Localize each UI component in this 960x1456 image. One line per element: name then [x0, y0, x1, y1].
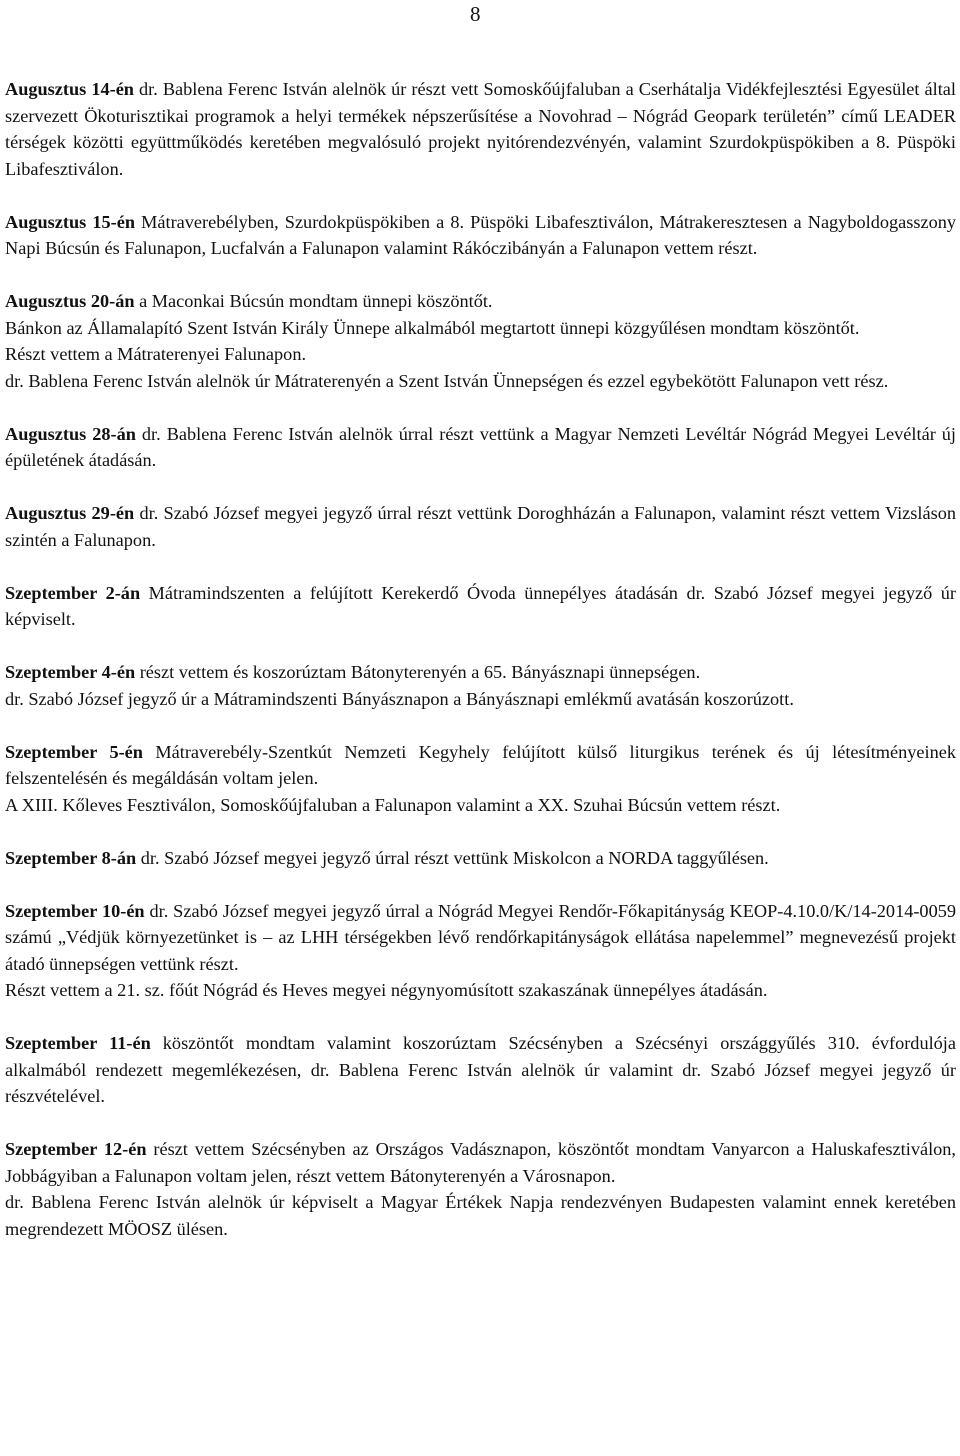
entry-text: Mátramindszenten a felújított Kerekerdő Óvoda ünnepélyes átadásán dr. Szabó József megyei jegyző úr képviselt. — [5, 582, 956, 629]
entry-date: Szeptember 4-én — [5, 662, 136, 682]
entry-line — [5, 1136, 956, 1189]
entry-text: dr. Bablena Ferenc István alelnök úr részt vett Somoskőújfaluban a Cserhátalja Vidékfejlesztési Egyesület által szervezett Ökoturisztikai programok a helyi termékek népszerűsítése a Novohrad – Nógrád Geopark területén” című LEADER térségek közötti együttműködés keretében megvalósuló projekt nyitórendezvényén, valamint Szurdokpüspökiben a 8. Püspöki Libafesztiválon. — [5, 79, 956, 179]
entry-text: dr. Bablena Ferenc István alelnök úr Mátraterenyén a Szent István Ünnepségen és ezzel egybekötött Falunapon vett rész. — [5, 370, 889, 391]
entry-text: Mátraverebély-Szentkút Nemzeti Kegyhely felújított külső liturgikus terének és új létesítményeinek felszentelésén és megáldásán voltam jelen. — [5, 741, 956, 788]
entry-date: Szeptember 8-án — [5, 847, 137, 868]
entry-line — [5, 580, 956, 633]
entry-line — [5, 76, 956, 182]
entry-text: dr. Bablena Ferenc István alelnök úr képviselt a Magyar Értékek Napja rendezvényen Budapesten valamint ennek keretében megrendezett MÖOSZ ülésen. — [5, 1192, 956, 1239]
entry-date: Augusztus 14-én — [5, 79, 134, 99]
report-entry — [5, 421, 956, 474]
entry-line — [5, 315, 956, 342]
entry-text: dr. Bablena Ferenc István alelnök úrral részt vettünk a Magyar Nemzeti Levéltár Nógrád Megyei Levéltár új épületének átadásán. — [5, 423, 956, 470]
entry-date: Szeptember 10-én — [5, 900, 145, 921]
entry-line — [5, 1030, 956, 1110]
entry-line — [5, 898, 956, 978]
entry-line — [5, 659, 956, 686]
entry-text: részt vettem Szécsényben az Országos Vadásznapon, köszöntőt mondtam Vanyarcon a Haluskafesztiválon, Jobbágyiban a Falunapon voltam jelen, részt vettem Bátonyterenyén a Városnapon. — [5, 1139, 957, 1186]
entry-text: Mátraverebélyben, Szurdokpüspökiben a 8. Püspöki Libafesztiválon, Mátrakeresztesen a Nagyboldogasszony Napi Búcsún és Falunapon, Lucfalván a Falunapon valamint Rákóczibányán a Falunapon vettem részt. — [5, 211, 956, 258]
entry-text: dr. Szabó József megyei jegyző úrral részt vettünk Doroghházán a Falunapon, valamint részt vettem Vizsláson szintén a Falunapon. — [5, 503, 957, 550]
entry-line — [5, 792, 956, 819]
entry-date: Augusztus 29-én — [5, 503, 135, 523]
entry-line — [5, 739, 956, 792]
entry-line — [5, 288, 956, 315]
entry-text: a Maconkai Búcsún mondtam ünnepi köszöntőt. — [134, 291, 493, 311]
entry-line — [5, 368, 956, 395]
entry-line — [5, 977, 956, 1004]
entry-text: Részt vettem a Mátraterenyei Falunapon. — [5, 344, 307, 364]
report-entry — [5, 659, 956, 712]
entry-date: Szeptember 11-én — [5, 1033, 151, 1053]
entry-text: Részt vettem a 21. sz. főút Nógrád és Heves megyei négynyomúsított szakaszának ünnepélyes átadásán. — [5, 980, 768, 1000]
report-entry — [5, 1030, 956, 1110]
entry-line — [5, 500, 956, 553]
entry-text: dr. Szabó József jegyző úr a Mátramindszenti Bányásznapon a Bányásznapi emlékmű avatásán koszorúzott. — [5, 688, 794, 709]
report-entry — [5, 845, 956, 872]
entry-line — [5, 209, 956, 262]
report-entry — [5, 1136, 956, 1242]
report-entry — [5, 580, 956, 633]
page-number: 8 — [470, 2, 481, 26]
entry-text: dr. Szabó József megyei jegyző úrral részt vettünk Miskolcon a NORDA taggyűlésen. — [136, 847, 769, 868]
entry-line — [5, 341, 956, 368]
entry-date: Szeptember 2-án — [5, 582, 141, 603]
entry-line — [5, 686, 956, 713]
entry-line — [5, 1189, 956, 1242]
entry-text: köszöntőt mondtam valamint koszorúztam Szécsényben a Szécsényi országgyűlés 310. évfordulója alkalmából rendezett megemlékezésen, dr. Bablena Ferenc István alelnök úr valamint dr. Szabó József megyei jegyző úr részvételével. — [5, 1033, 956, 1106]
entry-text: részt vettem és koszorúztam Bátonyterenyén a 65. Bányásznapi ünnepségen. — [135, 662, 701, 682]
document-body — [5, 76, 956, 1242]
report-entry — [5, 898, 956, 1004]
entry-date: Augusztus 20-án — [5, 291, 135, 311]
entry-text: Bánkon az Államalapító Szent István Király Ünnepe alkalmából megtartott ünnepi közgyűlésen mondtam köszöntőt. — [5, 317, 860, 338]
entry-line — [5, 845, 956, 872]
report-entry — [5, 739, 956, 819]
entry-text: dr. Szabó József megyei jegyző úrral a Nógrád Megyei Rendőr-Főkapitányság KEOP-4.10.0/K/14-2014-0059 számú „Védjük környezetünket is – az LHH térségekben lévő rendőrkapitányságok ellátása napelemmel” megnevezésű projekt átadó ünnepségen vettünk részt. — [5, 900, 956, 974]
entry-date: Szeptember 12-én — [5, 1139, 147, 1159]
entry-date: Szeptember 5-én — [5, 741, 143, 762]
report-entry — [5, 209, 956, 262]
entry-date: Augusztus 15-én — [5, 211, 136, 232]
report-entry — [5, 76, 956, 182]
report-entry — [5, 288, 956, 394]
report-entry — [5, 500, 956, 553]
entry-text: A XIII. Kőleves Fesztiválon, Somoskőújfaluban a Falunapon valamint a XX. Szuhai Búcsún vettem részt. — [5, 794, 781, 815]
entry-date: Augusztus 28-án — [5, 423, 136, 444]
entry-line — [5, 421, 956, 474]
